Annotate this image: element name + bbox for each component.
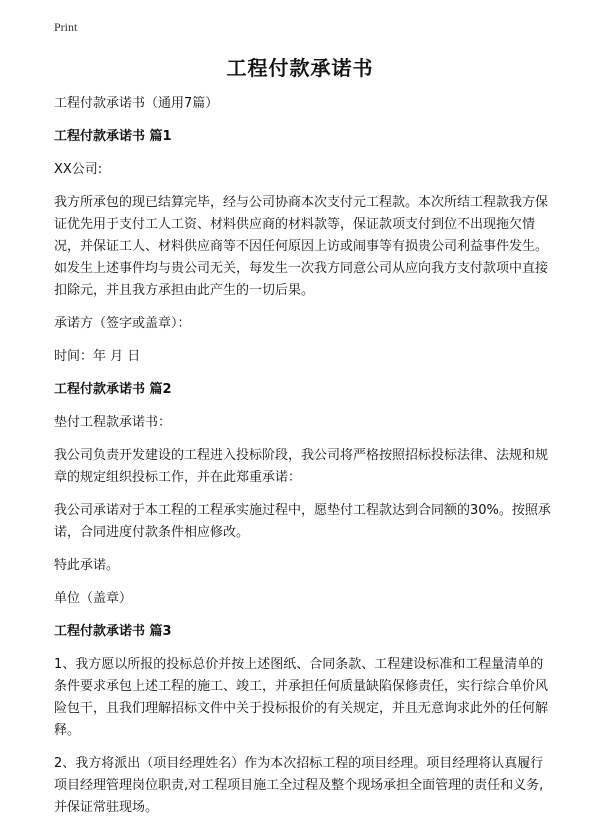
section-heading-3: 工程付款承诺书 篇3 [54,624,172,639]
section-2-paragraph: 我公司承诺对于本工程的工程承实施过程中，愿垫付工程款达到合同额的30%。按照承诺，合同进度付款条件相应修改。 [54,503,551,540]
date-line: 时间：年 月 日 [54,349,141,364]
unit-seal-line: 单位（盖章） [54,591,133,606]
section-3-paragraph: 1、我方愿以所报的投标总价并按上述图纸、合同条款、工程建设标准和工程量清单的条件要求承包上述工程的施工、竣工，并承担任何质量缺陷保修责任，实行综合单价风险包干，且我们理解招标文件中关于投标报价的有关规定，并且无意询求此外的任何解释。 [54,657,549,738]
document-intro: 工程付款承诺书（通用7篇） [54,96,219,111]
salutation: XX公司: [54,162,103,177]
section-2-subtitle: 垫付工程款承诺书： [54,415,172,430]
page-title: 工程付款承诺书 [226,56,374,80]
section-heading-2: 工程付款承诺书 篇2 [54,382,172,397]
print-label: Print [54,20,78,34]
document-body [54,93,556,830]
signature-line: 承诺方（签字或盖章）： [54,316,191,331]
closing-line: 特此承诺。 [54,558,120,573]
section-1-paragraph: 我方所承包的现已结算完毕，经与公司协商本次支付元工程款。本次所结工程款我方保证优先用于支付工人工资、材料供应商的材料款等，保证款项支付到位不出现拖欠情况，并保证工人、材料供应商等不因任何原因上访或闹事等有损贵公司利益事件发生。如发生上述事件均与贵公司无关，每发生一次我方同意公司从应向我方支付款项中直接扣除元，并且我方承担由此产生的一切后果。 [54,195,549,298]
section-heading-1: 工程付款承诺书 篇1 [54,129,172,144]
section-3-paragraph: 2、我方将派出（项目经理姓名）作为本次招标工程的项目经理。项目经理将认真履行项目经理管理岗位职责,对工程项目施工全过程及整个现场承担全面管理的责任和义务,并保证常驻现场。 [54,756,544,815]
section-2-paragraph: 我公司负责开发建设的工程进入投标阶段，我公司将严格按照招标投标法律、法规和规章的规定组织投标工作，并在此郑重承诺： [54,448,549,485]
